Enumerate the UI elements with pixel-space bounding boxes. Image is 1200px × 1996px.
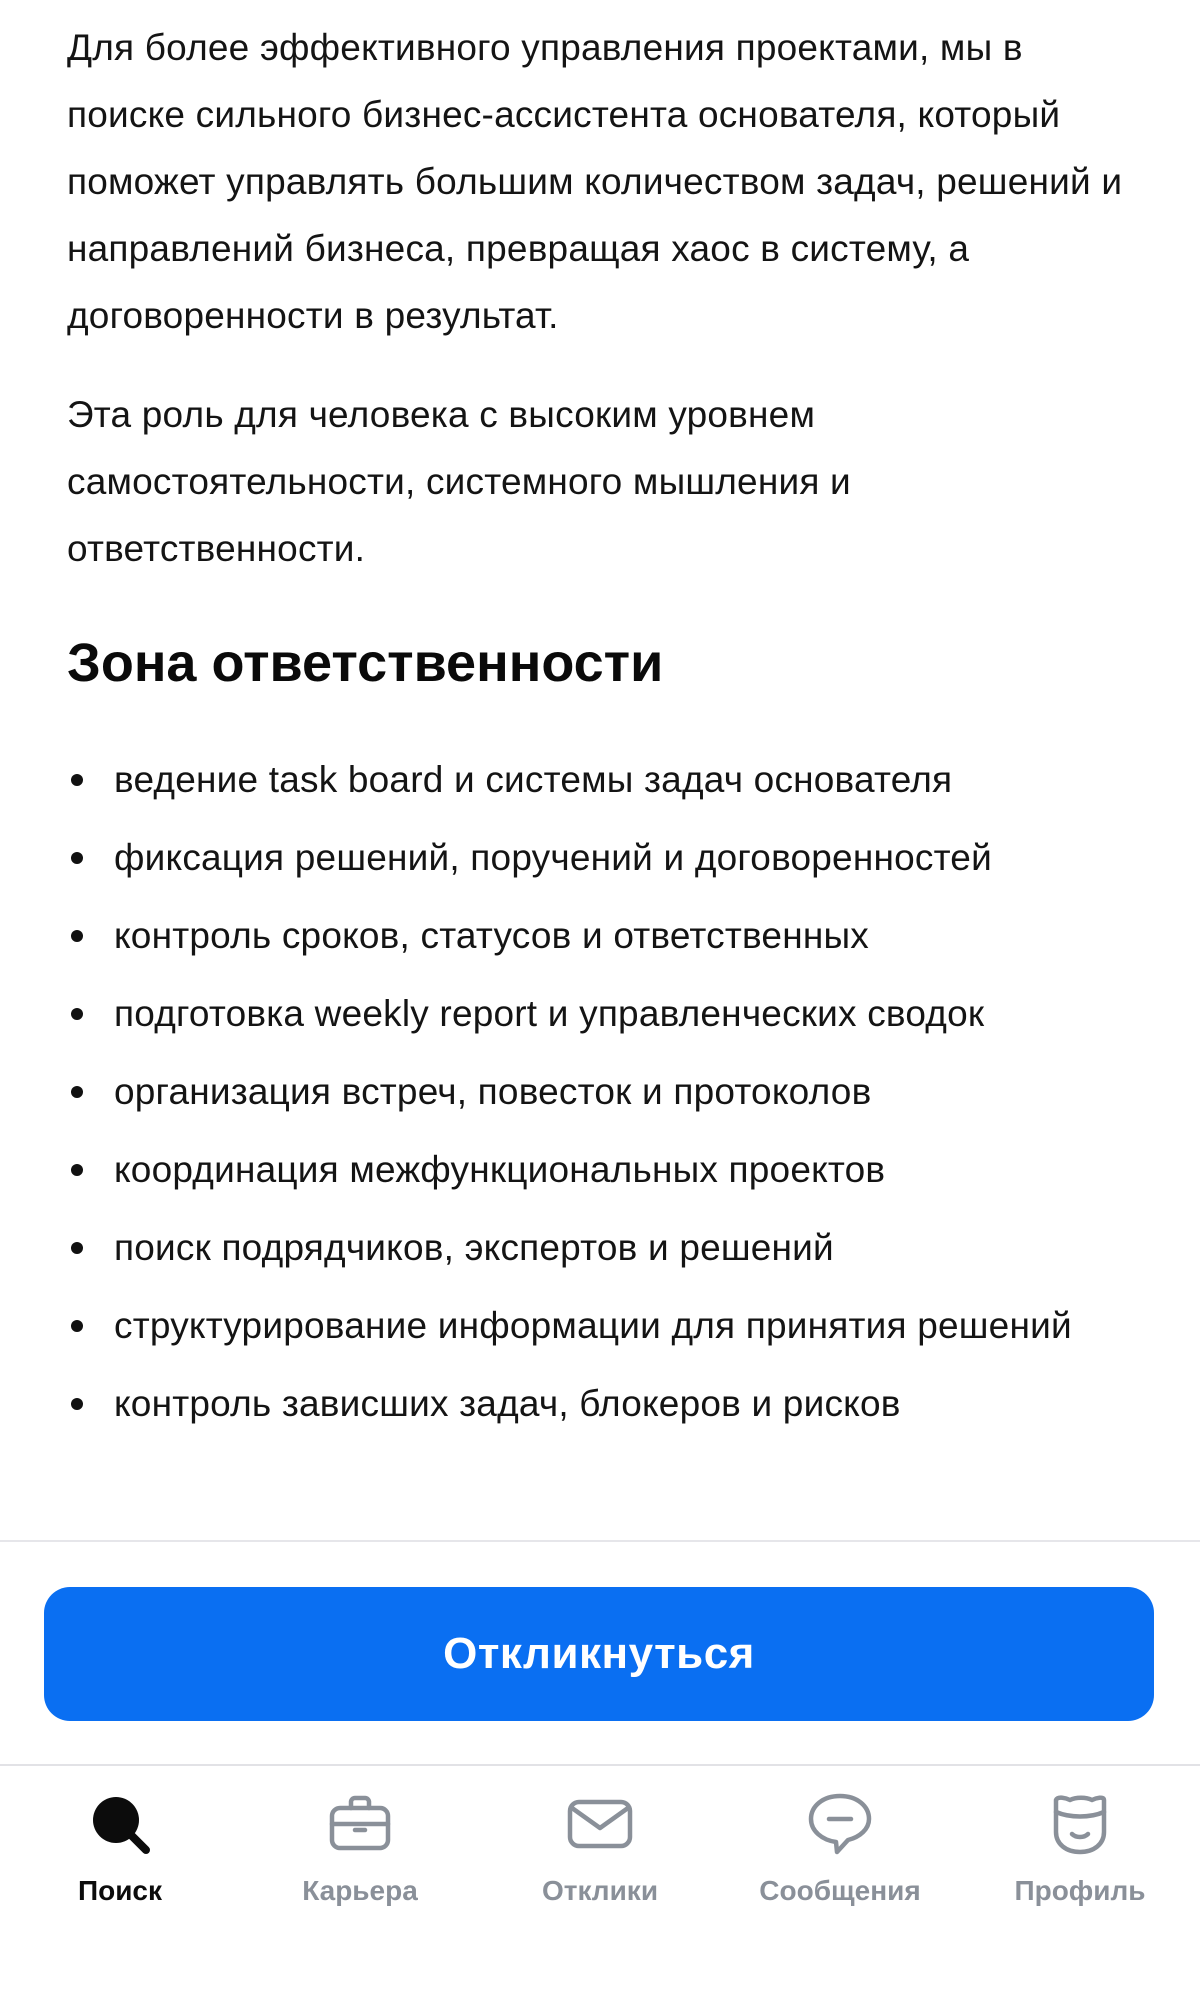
bullet-icon [71, 1398, 83, 1410]
chat-bubble-icon [804, 1788, 876, 1860]
list-item [0, 980, 1200, 1047]
list-item [0, 746, 1200, 813]
tab-messages[interactable] [720, 1766, 960, 1926]
intro-paragraph: Для более эффективного управления проектами, мы в поиске сильного бизнес-ассистента основателя, который поможет управлять большим количеством задач, решений и направлений бизнеса, превращая хаос в систему, а договоренности в результат. [67, 27, 1123, 336]
tab-search[interactable] [0, 1766, 240, 1926]
profile-face-icon [1044, 1788, 1116, 1860]
list-item [0, 1292, 1200, 1359]
bullet-icon [71, 1086, 83, 1098]
list-item-text: координация межфункциональных проектов [114, 1149, 886, 1190]
list-item-text: контроль сроков, статусов и ответственных [114, 915, 869, 956]
tab-profile-label: Профиль [1014, 1875, 1146, 1906]
list-item [0, 902, 1200, 969]
list-item [0, 824, 1200, 891]
role-paragraph: Эта роль для человека с высоким уровнем самостоятельности, системного мышления и ответственности. [67, 394, 851, 569]
list-item [0, 1058, 1200, 1125]
list-item-text: организация встреч, повесток и протоколов [114, 1071, 872, 1112]
list-item-text: контроль зависших задач, блокеров и рисков [114, 1383, 901, 1424]
envelope-icon [564, 1788, 636, 1860]
tab-career[interactable] [240, 1766, 480, 1926]
bullet-icon [71, 774, 83, 786]
list-item-text: ведение task board и системы задач основателя [114, 759, 953, 800]
bullet-icon [71, 930, 83, 942]
list-item [0, 1370, 1200, 1437]
bullet-icon [71, 1242, 83, 1254]
respond-button[interactable]: Откликнуться [44, 1587, 1154, 1721]
tab-messages-label: Сообщения [759, 1875, 921, 1906]
cta-bar [0, 1540, 1200, 1764]
search-icon [84, 1788, 156, 1860]
list-item [0, 1214, 1200, 1281]
briefcase-icon [324, 1788, 396, 1860]
list-item [0, 1136, 1200, 1203]
tab-profile[interactable] [960, 1766, 1200, 1926]
tab-career-label: Карьера [302, 1875, 418, 1906]
list-item-text: структурирование информации для принятия решений [114, 1305, 1072, 1346]
list-item-text: подготовка weekly report и управленческих сводок [114, 993, 985, 1034]
list-item-text: фиксация решений, поручений и договоренностей [114, 837, 992, 878]
tab-responses-label: Отклики [541, 1875, 659, 1906]
responsibilities-heading: Зона ответственности [67, 633, 664, 693]
responsibilities-list [0, 746, 1200, 1448]
bullet-icon [71, 852, 83, 864]
bottom-tab-bar [0, 1764, 1200, 1996]
tab-responses[interactable] [480, 1766, 720, 1926]
bullet-icon [71, 1008, 83, 1020]
list-item-text: поиск подрядчиков, экспертов и решений [114, 1227, 834, 1268]
bullet-icon [71, 1164, 83, 1176]
tab-search-label: Поиск [77, 1875, 163, 1906]
bullet-icon [71, 1320, 83, 1332]
